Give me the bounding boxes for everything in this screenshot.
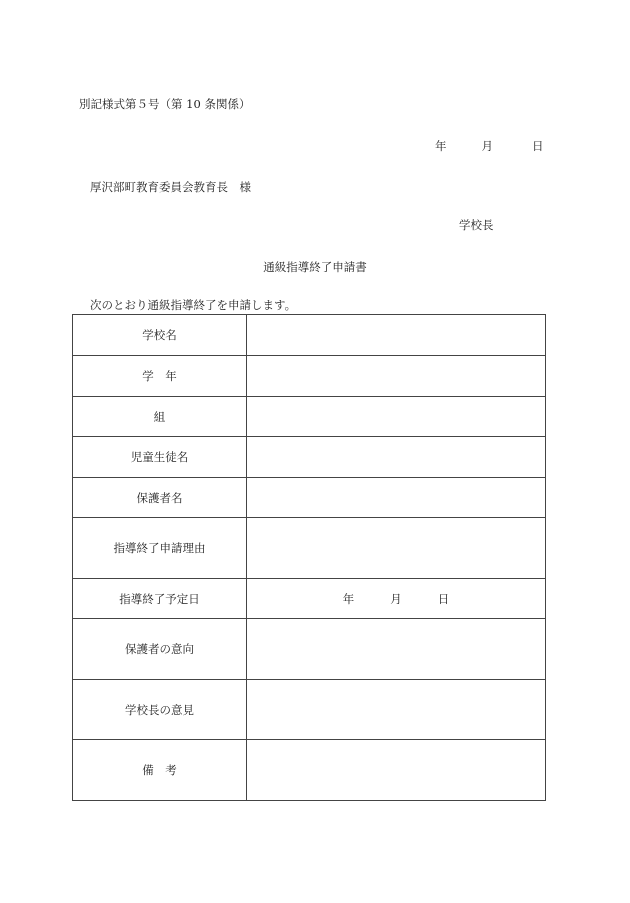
end-date-day-label: 日 bbox=[437, 591, 450, 606]
row-label-remarks: 備 考 bbox=[73, 740, 247, 801]
student-name-field[interactable] bbox=[247, 437, 546, 478]
class-field[interactable] bbox=[247, 397, 546, 437]
school-name-field[interactable] bbox=[247, 315, 546, 356]
table-row bbox=[73, 356, 546, 397]
grade-field[interactable] bbox=[247, 356, 546, 397]
scheduled-end-date-field[interactable] bbox=[247, 579, 546, 619]
row-label-scheduled-end-date: 指導終了予定日 bbox=[73, 579, 247, 619]
row-label-termination-reason: 指導終了申請理由 bbox=[73, 518, 247, 579]
date-year-label: 年 bbox=[435, 139, 447, 153]
date-month-label: 月 bbox=[481, 139, 493, 153]
document-title: 通級指導終了申請書 bbox=[263, 260, 367, 274]
addressee: 厚沢部町教育委員会教育長 様 bbox=[90, 180, 251, 194]
table-row bbox=[73, 579, 546, 619]
date-day-label: 日 bbox=[532, 139, 544, 153]
principal-opinion-field[interactable] bbox=[247, 680, 546, 740]
table-row bbox=[73, 397, 546, 437]
table-row bbox=[73, 478, 546, 518]
intro-text: 次のとおり通級指導終了を申請します。 bbox=[90, 298, 297, 312]
termination-reason-field[interactable] bbox=[247, 518, 546, 579]
table-row bbox=[73, 518, 546, 579]
remarks-field[interactable] bbox=[247, 740, 546, 801]
submission-date-line bbox=[435, 138, 544, 154]
row-label-school-name: 学校名 bbox=[73, 315, 247, 356]
sender-principal: 学校長 bbox=[459, 218, 494, 232]
row-label-class: 組 bbox=[73, 397, 247, 437]
row-label-grade: 学 年 bbox=[73, 356, 247, 397]
table-row bbox=[73, 740, 546, 801]
row-label-principal-opinion: 学校長の意見 bbox=[73, 680, 247, 740]
row-label-student-name: 児童生徒名 bbox=[73, 437, 247, 478]
guardian-intention-field[interactable] bbox=[247, 619, 546, 680]
end-date-month-label: 月 bbox=[390, 591, 402, 606]
table-row bbox=[73, 437, 546, 478]
table-row bbox=[73, 315, 546, 356]
table-row bbox=[73, 680, 546, 740]
end-date-year-label: 年 bbox=[342, 591, 355, 606]
guardian-name-field[interactable] bbox=[247, 478, 546, 518]
table-row bbox=[73, 619, 546, 680]
application-form-table bbox=[72, 314, 546, 801]
row-label-guardian-intention: 保護者の意向 bbox=[73, 619, 247, 680]
form-label: 別記様式第５号（第 10 条関係） bbox=[79, 97, 251, 111]
row-label-guardian-name: 保護者名 bbox=[73, 478, 247, 518]
